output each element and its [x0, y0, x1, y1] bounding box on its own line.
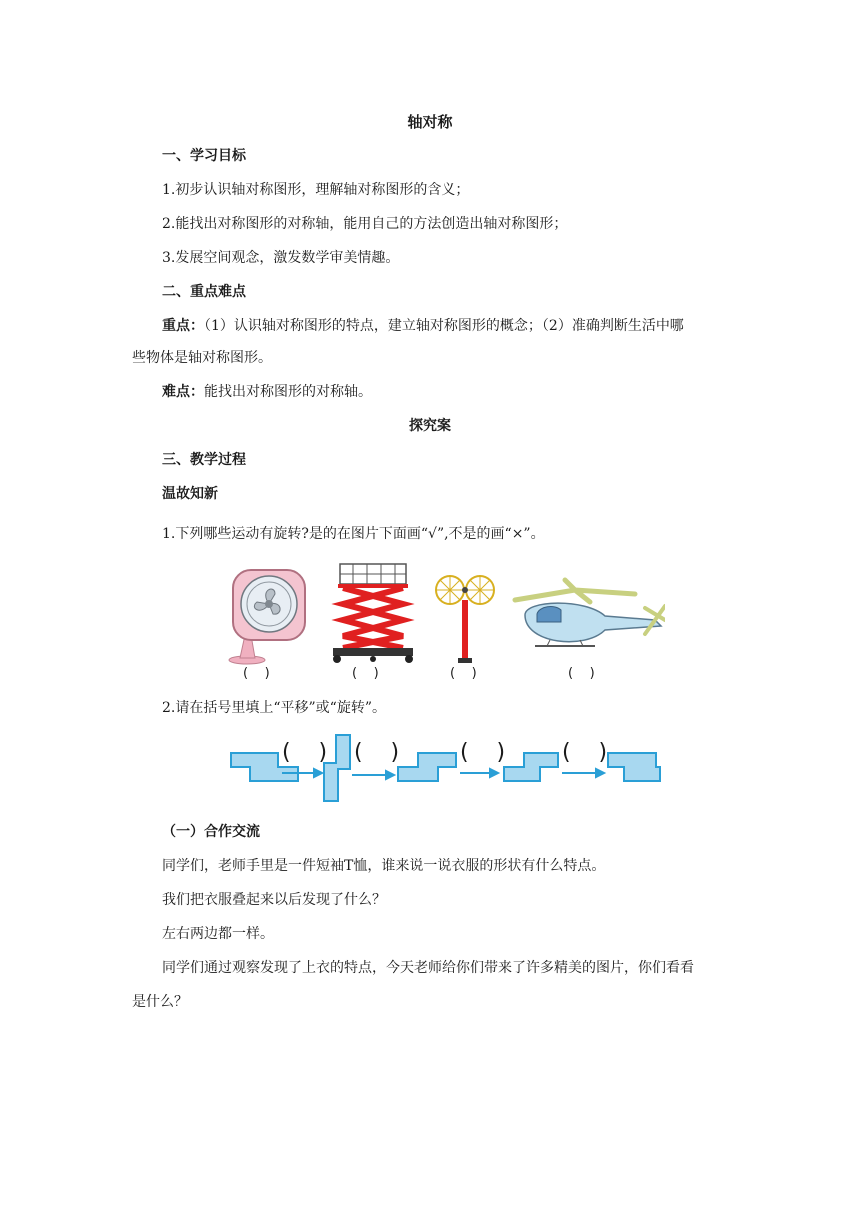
key-point-text: （1）认识轴对称图形的特点，建立轴对称图形的概念；（2）准确判断生活中哪	[204, 318, 684, 334]
scissor-lift-image	[333, 564, 413, 663]
explore-title: 探究案	[409, 418, 451, 434]
fan-image	[229, 570, 305, 664]
goal-item-3: 3.发展空间观念，激发数学审美情趣。	[162, 250, 400, 266]
section-heading-goals: 一、学习目标	[162, 148, 246, 164]
answer-paren-1[interactable]: ( )	[282, 740, 328, 765]
windmill-image	[436, 576, 494, 663]
key-point-line-2: 些物体是轴对称图形。	[132, 350, 272, 366]
shape-3	[398, 753, 456, 781]
coop-paragraph-4-line-1: 同学们通过观察发现了上衣的特点，今天老师给你们带来了许多精美的图片，你们看看	[162, 960, 694, 976]
answer-paren-2[interactable]: ( )	[354, 740, 400, 765]
answer-paren-lift[interactable]: ( )	[352, 666, 379, 681]
coop-paragraph-4-line-2: 是什么？	[132, 994, 188, 1010]
difficulty-text: 能找出对称图形的对称轴。	[204, 384, 372, 400]
answer-paren-helicopter[interactable]: ( )	[568, 666, 595, 681]
page-title: 轴对称	[407, 113, 453, 131]
helicopter-image	[515, 580, 665, 646]
question-1: 1.下列哪些运动有旋转?是的在图片下面画“√”,不是的画“×”。	[162, 526, 545, 542]
coop-paragraph-2: 我们把衣服叠起来以后发现了什么？	[162, 892, 386, 908]
answer-paren-fan[interactable]: ( )	[243, 666, 270, 681]
goal-item-2: 2.能找出对称图形的对称轴，能用自己的方法创造出轴对称图形；	[162, 216, 568, 232]
section-heading-process: 三、教学过程	[162, 452, 246, 468]
difficulty-line	[162, 382, 372, 402]
key-point-line-1	[162, 316, 684, 336]
goal-item-1: 1.初步认识轴对称图形，理解轴对称图形的含义；	[162, 182, 470, 198]
question-2: 2.请在括号里填上“平移”或“旋转”。	[162, 700, 386, 716]
answer-paren-3[interactable]: ( )	[460, 740, 506, 765]
coop-paragraph-1: 同学们，老师手里是一件短袖T恤，谁来说一说衣服的形状有什么特点。	[162, 858, 606, 874]
shape-4	[504, 753, 558, 781]
section-heading-key-points: 二、重点难点	[162, 284, 246, 300]
subheading-cooperation: （一）合作交流	[162, 824, 260, 840]
key-point-label: 重点：	[162, 318, 204, 334]
answer-paren-windmill[interactable]: ( )	[450, 666, 477, 681]
difficulty-label: 难点：	[162, 384, 204, 400]
shape-2	[324, 735, 350, 801]
rotation-pictures	[225, 560, 665, 665]
shape-5	[608, 753, 660, 781]
subheading-review: 温故知新	[162, 486, 218, 502]
answer-paren-4[interactable]: ( )	[562, 740, 608, 765]
coop-paragraph-3: 左右两边都一样。	[162, 926, 274, 942]
